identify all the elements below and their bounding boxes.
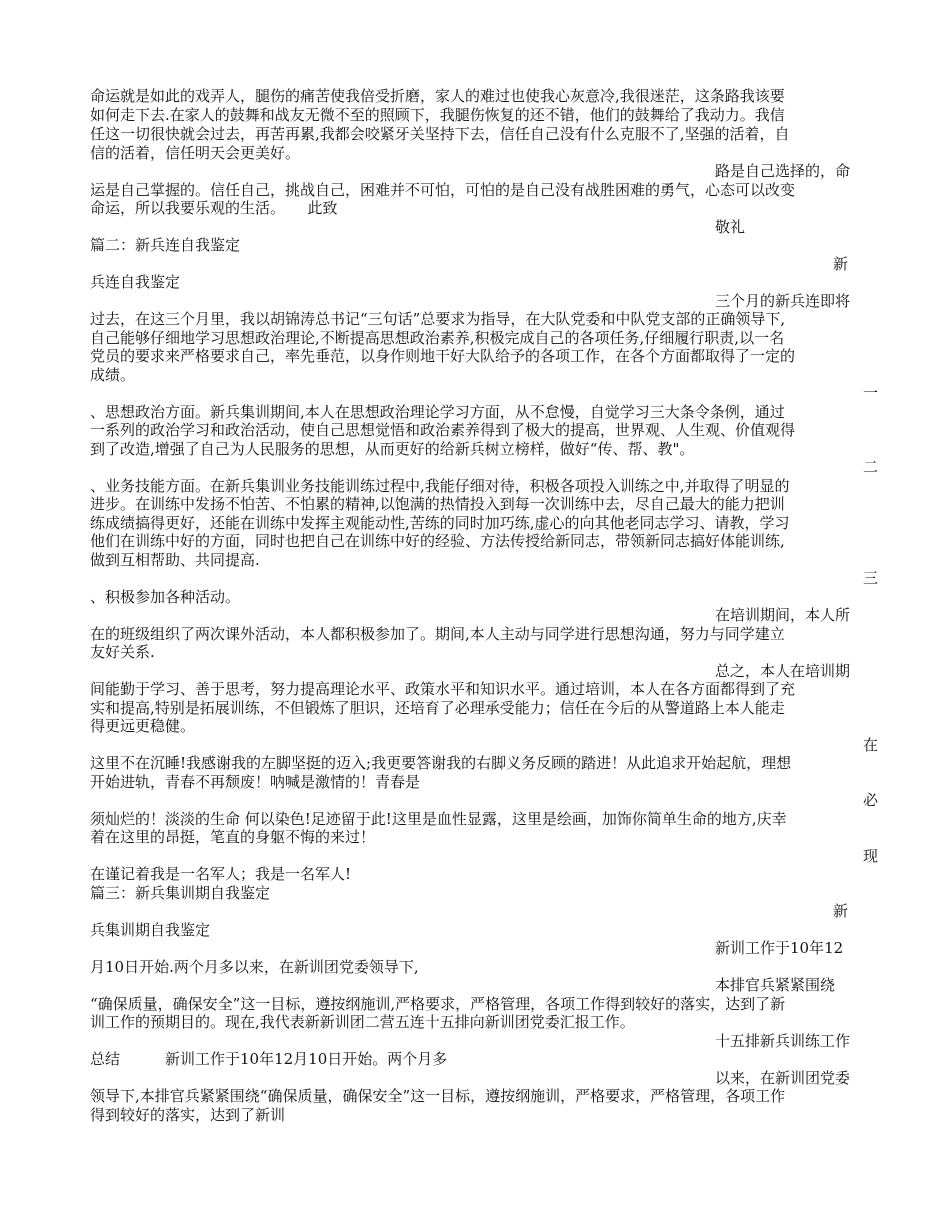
text-line: 得到较好的落实，达到了新训: [90, 1106, 286, 1124]
text-line: 新: [833, 255, 849, 273]
section-heading: 篇三：新兵集训期自我鉴定: [90, 884, 271, 902]
text-line: 训工作的预期目的。现在,我代表新新训团二营五连十五排向新训团党委汇报工作。: [90, 1013, 635, 1031]
text-line: 这里不在沉睡!我感谢我的左脚坚挺的迈入;我更要答谢我的右脚义务反顾的踏进！从此追求开始起航，理想: [90, 754, 792, 772]
text-line: 友好关系.: [90, 643, 155, 661]
text-line: 路是自己选择的，命: [715, 162, 851, 180]
text-line: 总之，本人在培训期: [715, 662, 851, 680]
text-line: 、思想政治方面。新兵集训期间,本人在思想政治理论学习方面，从不怠慢，自觉学习三大条令条例，通过: [90, 403, 785, 421]
text-line: 须灿烂的！淡淡的生命 何以染色!足迹留于此!这里是血性显露，这里是绘画，加饰你简单生命的地方,庆幸: [90, 810, 787, 828]
text-line: 在的班级组织了两次课外活动，本人都积极参加了。期间,本人主动与同学进行思想沟通，努力与同学建立: [90, 625, 785, 643]
text-line: 着在这里的昂挺，笔直的身躯不悔的来过！: [90, 828, 376, 846]
text-line: 兵集训期自我鉴定: [90, 921, 211, 939]
text-line: 实和提高,特别是拓展训练，不但锻炼了胆识，还培育了必理承受能力；信任在今后的从警道路上本人能走: [90, 699, 785, 717]
text-line: 过去，在这三个月里，我以胡锦涛总书记“三句话”总要求为指导，在大队党委和中队党支部的正确领导下,: [90, 310, 786, 328]
text-line: 在: [863, 736, 879, 754]
text-line: 以来，在新训团党委: [715, 1069, 851, 1087]
text-line: 一: [863, 384, 879, 402]
text-line: 月10日开始.两个月多以来，在新训团党委领导下,: [90, 958, 419, 976]
text-line: 到了改造,增强了自己为人民服务的思想，从而更好的给新兵树立榜样，做好“传、帮、教"。: [90, 440, 695, 458]
text-line: 得更远更稳健。: [90, 717, 196, 735]
text-line: 在谨记着我是一名军人；我是一名军人!: [90, 865, 352, 883]
text-line: 十五排新兵训练工作: [715, 1032, 851, 1050]
text-line: 间能勤于学习、善于思考，努力提高理论水平、政策水平和知识水平。通过培训，本人在各方面都得到了充: [90, 680, 796, 698]
text-line: 命运，所以我要乐观的生活。 此致: [90, 199, 338, 217]
text-line: 命运就是如此的戏弄人，腿伤的痛苦使我倍受折磨，家人的难过也使我心灰意冷,我很迷茫，这条路我该要: [90, 87, 785, 105]
text-line: 做到互相帮助、共同提高.: [90, 551, 260, 569]
text-line: 新: [833, 902, 849, 920]
text-line: 开始进轨，青春不再颓废！呐喊是激情的！青春是: [90, 773, 421, 791]
text-line: 必: [863, 791, 879, 809]
text-line: 如何走下去.在家人的鼓舞和战友无微不至的照顾下，我腿伤恢复的还不错，他们的鼓舞给了我动力。我信: [90, 106, 785, 124]
text-line: 领导下,本排官兵紧紧围绕“确保质量，确保安全”这一目标，遵按纲施训，严格要求，严格管理，各项工作: [90, 1087, 786, 1105]
text-line: 任这一切很快就会过去，再苦再累,我都会咬紧牙关坚持下去，信任自己没有什么克服不了,坚强的活着，自: [90, 125, 790, 143]
text-line: 党员的要求来严格要求自己，率先垂范，以身作则地干好大队给予的各项工作，在各个方面都取得了一定的: [90, 347, 796, 365]
text-line: 、积极参加各种活动。: [90, 588, 241, 606]
text-line: 信的活着，信任明天会更美好。: [90, 144, 301, 162]
text-line: 兵连自我鉴定: [90, 273, 181, 291]
text-line: 三个月的新兵连即将: [715, 292, 851, 310]
text-line: 自己能够仔细地学习思想政治理论,不断提高思想政治素养,积极完成自己的各项任务,仔细履行职责,以一名: [90, 329, 785, 347]
text-line: 在培训期间，本人所: [715, 606, 851, 624]
text-line: 他们在训练中好的方面，同时也把自己在训练中好的经验、方法传授给新同志，带领新同志搞好体能训练,: [90, 532, 785, 550]
text-line: 、业务技能方面。在新兵集训业务技能训练过程中,我能仔细对待，积极各项投入训练之中,并取得了明显的: [90, 477, 790, 495]
text-line: 三: [863, 569, 879, 587]
section-heading: 篇二：新兵连自我鉴定: [90, 236, 241, 254]
text-line: 现: [863, 847, 879, 865]
text-line: 二: [863, 458, 879, 476]
text-line: 总结 新训工作于10年12月10日开始。两个月多: [90, 1050, 448, 1068]
text-line: 运是自己掌握的。信任自己，挑战自己，困难并不可怕，可怕的是自己没有战胜困难的勇气，心态可以改变: [90, 181, 796, 199]
text-line: 成绩。: [90, 366, 136, 384]
text-line: 一系列的政治学习和政治活动，使自己思想觉悟和政治素养得到了极大的提高，世界观、人生观、价值观得: [90, 421, 796, 439]
text-line: “确保质量，确保安全”这一目标，遵按纲施训,严格要求，严格管理，各项工作得到较好的落实，达到了新: [90, 995, 786, 1013]
closing-salutation: 敬礼: [715, 218, 746, 236]
text-line: 本排官兵紧紧围绕: [715, 976, 836, 994]
text-line: 练成绩搞得更好，还能在训练中发挥主观能动性,苦练的同时加巧练,虚心的向其他老同志学习、请教，学习: [90, 514, 790, 532]
text-line: 新训工作于10年12: [715, 939, 844, 957]
text-line: 进步。在训练中发扬不怕苦、不怕累的精神,以饱满的热情投入到每一次训练中去，尽自己最大的能力把训: [90, 495, 785, 513]
